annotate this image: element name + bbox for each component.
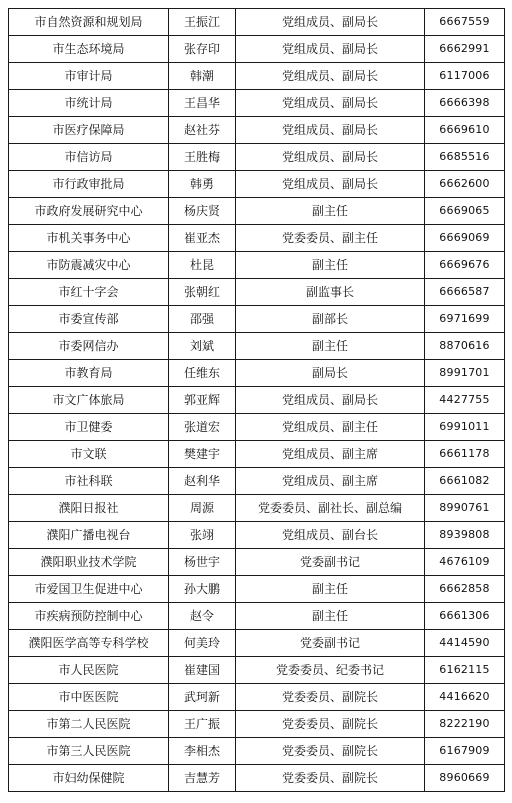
table-row (9, 657, 505, 684)
name-cell: 任维东 (169, 360, 236, 387)
name-cell: 吉慧芳 (169, 765, 236, 792)
roster-table (8, 8, 505, 792)
phone-cell: 6991011 (425, 414, 505, 441)
table-row (9, 684, 505, 711)
phone-cell: 6662600 (425, 171, 505, 198)
post-cell: 副主任 (236, 198, 425, 225)
post-cell: 党组成员、副台长 (236, 522, 425, 549)
phone-cell: 6685516 (425, 144, 505, 171)
name-cell: 周源 (169, 495, 236, 522)
phone-cell: 6661082 (425, 468, 505, 495)
post-cell: 党组成员、副局长 (236, 9, 425, 36)
name-cell: 刘斌 (169, 333, 236, 360)
unit-cell: 市疾病预防控制中心 (9, 603, 169, 630)
table-row (9, 90, 505, 117)
unit-cell: 市委宣传部 (9, 306, 169, 333)
phone-cell: 8960669 (425, 765, 505, 792)
phone-cell: 4676109 (425, 549, 505, 576)
table-row (9, 306, 505, 333)
phone-cell: 4414590 (425, 630, 505, 657)
phone-cell: 6667559 (425, 9, 505, 36)
post-cell: 党委委员、副院长 (236, 684, 425, 711)
phone-cell: 6666398 (425, 90, 505, 117)
unit-cell: 市防震减灾中心 (9, 252, 169, 279)
unit-cell: 市爱国卫生促进中心 (9, 576, 169, 603)
table-row (9, 360, 505, 387)
table-row (9, 144, 505, 171)
unit-cell: 市第三人民医院 (9, 738, 169, 765)
phone-cell: 6167909 (425, 738, 505, 765)
post-cell: 党组成员、副主席 (236, 468, 425, 495)
name-cell: 杨庆贤 (169, 198, 236, 225)
post-cell: 党委委员、副社长、副总编 (236, 495, 425, 522)
unit-cell: 濮阳医学高等专科学校 (9, 630, 169, 657)
table-row (9, 63, 505, 90)
phone-cell: 6662991 (425, 36, 505, 63)
name-cell: 赵利华 (169, 468, 236, 495)
table-row (9, 414, 505, 441)
post-cell: 党组成员、副局长 (236, 144, 425, 171)
phone-cell: 8990761 (425, 495, 505, 522)
unit-cell: 市统计局 (9, 90, 169, 117)
post-cell: 党委委员、副院长 (236, 738, 425, 765)
phone-cell: 6669676 (425, 252, 505, 279)
name-cell: 杜昆 (169, 252, 236, 279)
table-row (9, 9, 505, 36)
table-row (9, 630, 505, 657)
unit-cell: 市行政审批局 (9, 171, 169, 198)
post-cell: 党委副书记 (236, 630, 425, 657)
post-cell: 副局长 (236, 360, 425, 387)
unit-cell: 濮阳日报社 (9, 495, 169, 522)
table-row (9, 333, 505, 360)
table-row (9, 549, 505, 576)
name-cell: 杨世宇 (169, 549, 236, 576)
post-cell: 党组成员、副局长 (236, 171, 425, 198)
post-cell: 副部长 (236, 306, 425, 333)
phone-cell: 6117006 (425, 63, 505, 90)
phone-cell: 6661178 (425, 441, 505, 468)
phone-cell: 8939808 (425, 522, 505, 549)
unit-cell: 市文广体旅局 (9, 387, 169, 414)
name-cell: 王昌华 (169, 90, 236, 117)
post-cell: 党组成员、副局长 (236, 36, 425, 63)
table-row (9, 576, 505, 603)
post-cell: 党组成员、副主任 (236, 414, 425, 441)
table-row (9, 738, 505, 765)
name-cell: 韩潮 (169, 63, 236, 90)
table-row (9, 522, 505, 549)
unit-cell: 市红十字会 (9, 279, 169, 306)
table-row (9, 441, 505, 468)
name-cell: 王胜梅 (169, 144, 236, 171)
unit-cell: 市第二人民医院 (9, 711, 169, 738)
table-row (9, 36, 505, 63)
phone-cell: 6661306 (425, 603, 505, 630)
unit-cell: 市教育局 (9, 360, 169, 387)
phone-cell: 6971699 (425, 306, 505, 333)
name-cell: 邵强 (169, 306, 236, 333)
unit-cell: 市人民医院 (9, 657, 169, 684)
post-cell: 副主任 (236, 333, 425, 360)
phone-cell: 6669610 (425, 117, 505, 144)
name-cell: 崔建国 (169, 657, 236, 684)
table-row (9, 252, 505, 279)
name-cell: 张存印 (169, 36, 236, 63)
name-cell: 韩勇 (169, 171, 236, 198)
table-row (9, 117, 505, 144)
phone-cell: 8991701 (425, 360, 505, 387)
unit-cell: 市审计局 (9, 63, 169, 90)
table-row (9, 468, 505, 495)
unit-cell: 市机关事务中心 (9, 225, 169, 252)
name-cell: 王广振 (169, 711, 236, 738)
unit-cell: 濮阳广播电视台 (9, 522, 169, 549)
name-cell: 何美玲 (169, 630, 236, 657)
phone-cell: 6669069 (425, 225, 505, 252)
name-cell: 张道宏 (169, 414, 236, 441)
table-row (9, 495, 505, 522)
name-cell: 郭亚辉 (169, 387, 236, 414)
table-row (9, 198, 505, 225)
phone-cell: 6162115 (425, 657, 505, 684)
table-row (9, 171, 505, 198)
roster-sheet (8, 8, 504, 792)
post-cell: 党委委员、纪委书记 (236, 657, 425, 684)
phone-cell: 4416620 (425, 684, 505, 711)
unit-cell: 市生态环境局 (9, 36, 169, 63)
unit-cell: 市妇幼保健院 (9, 765, 169, 792)
name-cell: 孙大鹏 (169, 576, 236, 603)
post-cell: 党组成员、副局长 (236, 63, 425, 90)
post-cell: 副主任 (236, 252, 425, 279)
name-cell: 崔亚杰 (169, 225, 236, 252)
name-cell: 武珂新 (169, 684, 236, 711)
post-cell: 党委委员、副院长 (236, 711, 425, 738)
table-row (9, 279, 505, 306)
unit-cell: 市卫健委 (9, 414, 169, 441)
unit-cell: 市医疗保障局 (9, 117, 169, 144)
name-cell: 王振江 (169, 9, 236, 36)
name-cell: 李相杰 (169, 738, 236, 765)
post-cell: 副监事长 (236, 279, 425, 306)
roster-table-body (9, 9, 505, 792)
post-cell: 党组成员、副局长 (236, 90, 425, 117)
phone-cell: 4427755 (425, 387, 505, 414)
unit-cell: 市信访局 (9, 144, 169, 171)
name-cell: 樊建宇 (169, 441, 236, 468)
phone-cell: 6666587 (425, 279, 505, 306)
post-cell: 党组成员、副主席 (236, 441, 425, 468)
phone-cell: 6662858 (425, 576, 505, 603)
post-cell: 党组成员、副局长 (236, 117, 425, 144)
table-row (9, 711, 505, 738)
name-cell: 赵令 (169, 603, 236, 630)
post-cell: 党组成员、副局长 (236, 387, 425, 414)
table-row (9, 603, 505, 630)
phone-cell: 6669065 (425, 198, 505, 225)
table-row (9, 225, 505, 252)
name-cell: 赵社芬 (169, 117, 236, 144)
phone-cell: 8222190 (425, 711, 505, 738)
name-cell: 张翊 (169, 522, 236, 549)
post-cell: 党委委员、副院长 (236, 765, 425, 792)
name-cell: 张朝红 (169, 279, 236, 306)
unit-cell: 市中医医院 (9, 684, 169, 711)
table-row (9, 765, 505, 792)
post-cell: 党委副书记 (236, 549, 425, 576)
unit-cell: 市自然资源和规划局 (9, 9, 169, 36)
post-cell: 党委委员、副主任 (236, 225, 425, 252)
unit-cell: 市政府发展研究中心 (9, 198, 169, 225)
unit-cell: 市社科联 (9, 468, 169, 495)
unit-cell: 市文联 (9, 441, 169, 468)
table-row (9, 387, 505, 414)
phone-cell: 8870616 (425, 333, 505, 360)
unit-cell: 市委网信办 (9, 333, 169, 360)
unit-cell: 濮阳职业技术学院 (9, 549, 169, 576)
post-cell: 副主任 (236, 576, 425, 603)
post-cell: 副主任 (236, 603, 425, 630)
